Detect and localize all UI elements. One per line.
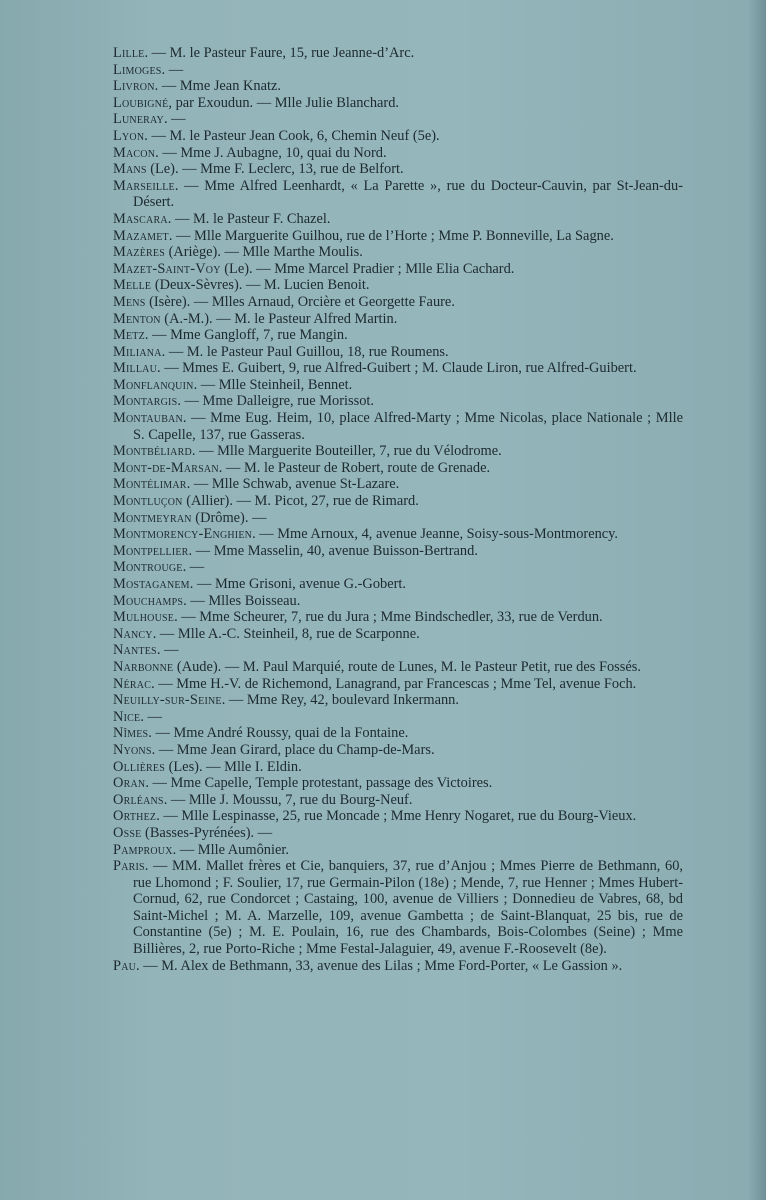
town-name: Narbonne <box>113 658 174 675</box>
town-name: Limoges <box>113 61 162 78</box>
town-name: Montélimar <box>113 476 187 493</box>
list-item <box>113 709 683 726</box>
list-item <box>113 759 683 776</box>
entry-text: . — Mme H.-V. de Richemond, Lanagrand, par Francescas ; Mme Tel, avenue Foch. <box>151 675 637 692</box>
list-item <box>113 360 683 377</box>
address-list <box>113 45 683 974</box>
entry-text: . — Mme Masselin, 40, avenue Buisson-Bertrand. <box>188 542 478 559</box>
list-item <box>113 111 683 128</box>
entry-text: . — Mlle Steinheil, Bennet. <box>193 376 353 393</box>
town-name: Osse <box>113 824 142 841</box>
town-name: Nantes <box>113 642 157 659</box>
list-item <box>113 593 683 610</box>
town-name: Montbéliard <box>113 443 192 460</box>
town-name: Macon <box>113 144 156 161</box>
entry-text: (A.-M.). — M. le Pasteur Alfred Martin. <box>160 310 398 327</box>
town-name: Mouchamps <box>113 592 184 609</box>
town-name: Orléans <box>113 791 164 808</box>
list-item <box>113 78 683 95</box>
town-name: Nérac <box>113 675 152 692</box>
entry-text: (Le). — Mme Marcel Pradier ; Mlle Elia Cachard. <box>220 260 515 277</box>
town-name: Nice <box>113 708 141 725</box>
list-item <box>113 958 683 975</box>
town-name: Nancy <box>113 625 153 642</box>
entry-text: . — Mme Scheurer, 7, rue du Jura ; Mme Bindschedler, 33, rue de Verdun. <box>174 609 603 626</box>
town-name: Miliana <box>113 343 162 360</box>
entry-text: . — Mme Dalleigre, rue Morissot. <box>177 393 374 410</box>
list-item <box>113 95 683 112</box>
town-name: Montargis <box>113 393 178 410</box>
list-item <box>113 526 683 543</box>
list-item <box>113 228 683 245</box>
town-name: Paris <box>113 858 145 875</box>
town-name: Ollières <box>113 758 165 775</box>
town-name: Marseille <box>113 177 175 194</box>
list-item <box>113 576 683 593</box>
list-item <box>113 692 683 709</box>
town-name: Livron <box>113 78 155 95</box>
entry-text: . — Mme Capelle, Temple protestant, passage des Victoires. <box>145 775 493 792</box>
list-item <box>113 327 683 344</box>
list-item <box>113 842 683 859</box>
town-name: Loubigné <box>113 94 169 111</box>
entry-text: . — Mme Jean Girard, place du Champ-de-Mars. <box>151 741 435 758</box>
list-item <box>113 393 683 410</box>
list-item <box>113 128 683 145</box>
town-name: Mostaganem <box>113 576 190 592</box>
town-name: Mazamet <box>113 227 169 244</box>
entry-text: (Le). — Mme F. Leclerc, 13, rue de Belfort. <box>146 161 404 178</box>
list-item <box>113 460 683 477</box>
list-item <box>113 559 683 576</box>
entry-text: . — Mlle J. Moussu, 7, rue du Bourg-Neuf. <box>163 791 413 808</box>
list-item <box>113 808 683 825</box>
list-item <box>113 410 683 443</box>
entry-text: . — Mlles Boisseau. <box>183 592 301 609</box>
town-name: Luneray <box>113 111 164 128</box>
entry-text: (Basses-Pyrénées). — <box>141 824 273 841</box>
list-item <box>113 626 683 643</box>
entry-text: . — Mme Eug. Heim, 10, place Alfred-Marty ; Mme Nicolas, place Nationale ; Mlle S. Capelle, 137, rue Gasseras. <box>133 410 683 443</box>
list-item <box>113 510 683 527</box>
town-name: Mazet-Saint-Voy <box>113 260 221 277</box>
list-item <box>113 825 683 842</box>
list-item <box>113 775 683 792</box>
list-item <box>113 261 683 278</box>
entry-text: . — M. Alex de Bethmann, 33, avenue des Lilas ; Mme Ford-Porter, « Le Gassion ». <box>136 957 623 974</box>
town-name: Nyons <box>113 741 152 758</box>
entry-text: . — M. le Pasteur Paul Guillou, 18, rue Roumens. <box>161 343 449 360</box>
entry-text: . — Mme Gangloff, 7, rue Mangin. <box>144 327 348 344</box>
entry-text: (Isère). — Mlles Arnaud, Orcière et Georgette Faure. <box>145 293 455 310</box>
entry-text: . — M. le Pasteur Faure, 15, rue Jeanne-d’Arc. <box>144 45 415 61</box>
entry-text: (Allier). — M. Picot, 27, rue de Rimard. <box>182 493 419 510</box>
list-item <box>113 443 683 460</box>
entry-text: . — Mlle Marguerite Guilhou, rue de l’Horte ; Mme P. Bonneville, La Sagne. <box>168 227 614 244</box>
town-name: Mens <box>113 293 146 310</box>
entry-text: . — M. le Pasteur Jean Cook, 6, Chemin Neuf (5e). <box>144 127 440 144</box>
list-item <box>113 792 683 809</box>
town-name: Mulhouse <box>113 609 175 626</box>
list-item <box>113 543 683 560</box>
entry-text: . — Mme Arnoux, 4, avenue Jeanne, Soisy-sous-Montmorency. <box>252 526 619 543</box>
entry-text: . — Mlle Lespinasse, 25, rue Moncade ; Mme Henry Nogaret, rue du Bourg-Vieux. <box>156 808 637 825</box>
list-item <box>113 294 683 311</box>
entry-text: (Drôme). — <box>191 509 267 526</box>
list-item <box>113 676 683 693</box>
entry-text: . — <box>140 708 162 725</box>
town-name: Oran <box>113 775 146 792</box>
entry-text: (Deux-Sèvres). — M. Lucien Benoit. <box>151 277 370 294</box>
entry-text: . — Mme Rey, 42, boulevard Inkermann. <box>221 692 459 709</box>
entry-text: (Aude). — M. Paul Marquié, route de Lunes, M. le Pasteur Petit, rue des Fossés. <box>173 658 641 675</box>
town-name: Mascara <box>113 210 168 227</box>
town-name: Metz <box>113 327 145 344</box>
entry-text: (Ariège). — Mlle Marthe Moulis. <box>164 244 363 261</box>
entry-text: . — Mlle Schwab, avenue St-Lazare. <box>186 476 400 493</box>
town-name: Montluçon <box>113 493 183 510</box>
entry-text: . — M. le Pasteur de Robert, route de Grenade. <box>218 459 491 476</box>
list-item <box>113 377 683 394</box>
town-name: Lyon <box>113 127 145 144</box>
town-name: Nîmes <box>113 725 149 742</box>
entry-text: . — Mlle A.-C. Steinheil, 8, rue de Scarponne. <box>152 625 420 642</box>
town-name: Montmeyran <box>113 509 192 526</box>
list-item <box>113 178 683 211</box>
list-item <box>113 277 683 294</box>
list-item <box>113 145 683 162</box>
list-item <box>113 725 683 742</box>
entry-text: . — <box>156 642 179 659</box>
town-name: Montauban <box>113 410 183 427</box>
list-item <box>113 311 683 328</box>
entry-text: . — Mmes E. Guibert, 9, rue Alfred-Guibert ; M. Claude Liron, rue Alfred-Guibert. <box>157 360 637 377</box>
town-name: Montrouge <box>113 559 183 576</box>
town-name: Mont-de-Marsan <box>113 459 219 476</box>
town-name: Menton <box>113 310 161 327</box>
town-name: Millau <box>113 360 157 377</box>
town-name: Montmorency-Enghien <box>113 526 253 543</box>
list-item <box>113 609 683 626</box>
entry-text: . — M. le Pasteur F. Chazel. <box>167 210 331 227</box>
town-name: Orthez <box>113 808 157 825</box>
town-name: Pamproux <box>113 841 173 858</box>
list-item <box>113 476 683 493</box>
list-item <box>113 62 683 79</box>
list-item <box>113 642 683 659</box>
list-item <box>113 45 683 62</box>
entry-text: . — <box>161 61 184 78</box>
entry-text: . — Mlle Marguerite Bouteiller, 7, rue du Vélodrome. <box>191 443 502 460</box>
town-name: Pau <box>113 957 137 974</box>
list-item <box>113 659 683 676</box>
town-name: Mans <box>113 161 147 178</box>
list-item <box>113 211 683 228</box>
entry-text: . — MM. Mallet frères et Cie, banquiers, 37, rue d’Anjou ; Mmes Pierre de Bethmann, 60, rue Lhomond ; F. Soulier, 17, rue Germain-Pilon (18e) ; Mende, 7, rue Henner ; Mmes Hubert-Cornud, 62, rue Condorcet ; Castaing, 100, avenue de Villiers ; Donnedieu de Vabres, 68, bd Saint-Michel ; M. A. Marzelle, 109, avenue Gambetta ; de Saint-Blanquat, 25 bis, rue de Constantine (5e) ; M. E. Poulain, 16, rue des Chambards, Bois-Colombes (Seine) ; Mme Billières, 2, rue Porto-Riche ; Mme Festal-Jalaguier, 49, avenue F.-Roosevelt (8e). <box>133 858 683 958</box>
town-name: Melle <box>113 277 152 294</box>
entry-text: (Les). — Mlle I. Eldin. <box>165 758 302 775</box>
entry-text: . — Mme J. Aubagne, 10, quai du Nord. <box>155 144 387 161</box>
entry-text: . — <box>163 111 186 128</box>
list-item <box>113 344 683 361</box>
list-item <box>113 858 683 958</box>
entry-text: . — Mlle Aumônier. <box>172 841 289 858</box>
entry-text: . — <box>182 559 205 576</box>
entry-text: . — Mme Alfred Leenhardt, « La Parette », rue du Docteur-Cauvin, par St-Jean-du-Désert. <box>133 177 683 211</box>
town-name: Lille <box>113 45 145 61</box>
town-name: Neuilly-sur-Seine <box>113 692 222 709</box>
entry-text: . — Mme Grisoni, avenue G.-Gobert. <box>189 576 406 592</box>
town-name: Mazères <box>113 244 165 261</box>
list-item <box>113 493 683 510</box>
town-name: Monflanquin <box>113 376 194 393</box>
list-item <box>113 742 683 759</box>
town-name: Montpellier <box>113 542 189 559</box>
entry-text: . — Mme Jean Knatz. <box>154 78 281 95</box>
entry-text: . — Mme André Roussy, quai de la Fontaine. <box>148 725 409 742</box>
entry-text: , par Exoudun. — Mlle Julie Blanchard. <box>168 94 399 111</box>
list-item <box>113 161 683 178</box>
list-item <box>113 244 683 261</box>
